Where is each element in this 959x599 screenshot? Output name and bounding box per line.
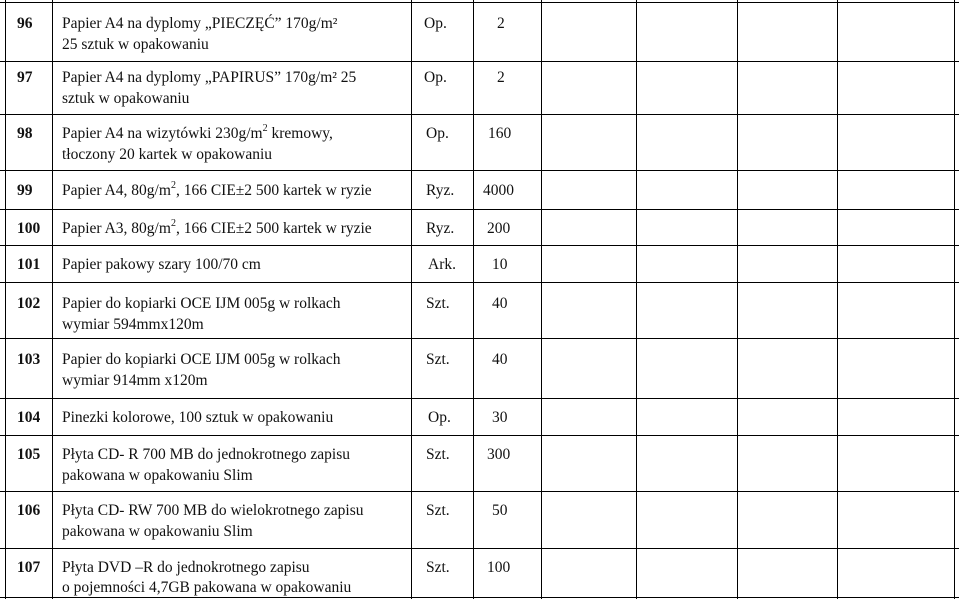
row-number: 107 bbox=[17, 559, 41, 576]
unit: Op. bbox=[428, 409, 451, 426]
product-name: Papier do kopiarki OCE IJM 005g w rolkach bbox=[62, 351, 341, 368]
quantity: 30 bbox=[492, 409, 508, 426]
unit: Ryz. bbox=[426, 220, 455, 237]
unit: Szt. bbox=[426, 502, 450, 519]
grid-line bbox=[837, 0, 838, 599]
grid-line bbox=[0, 338, 959, 339]
unit: Szt. bbox=[426, 559, 450, 576]
product-name: Płyta CD- R 700 MB do jednokrotnego zapisu bbox=[62, 446, 351, 463]
row-number: 102 bbox=[17, 295, 41, 312]
grid-line bbox=[0, 209, 959, 210]
quantity: 2 bbox=[497, 69, 505, 86]
quantity: 2 bbox=[497, 15, 505, 32]
grid-line bbox=[0, 282, 959, 283]
quantity: 300 bbox=[487, 446, 511, 463]
product-name: Papier A4, $80g/m^2$, 166 CIE±2 500 kartek w ryzie bbox=[62, 179, 372, 199]
grid-line bbox=[52, 0, 53, 599]
row-number: 99 bbox=[17, 182, 33, 199]
product-name: Płyta CD- RW 700 MB do wielokrotnego zapisu bbox=[62, 502, 364, 519]
grid-line bbox=[0, 491, 959, 492]
product-name-line2: 25 sztuk w opakowaniu bbox=[62, 36, 209, 53]
product-name-line2: pakowana w opakowaniu Slim bbox=[62, 523, 253, 540]
grid-line bbox=[473, 0, 474, 599]
unit: Op. bbox=[424, 69, 447, 86]
quantity: 40 bbox=[492, 351, 508, 368]
row-number: 106 bbox=[17, 502, 41, 519]
product-name: Papier A3, $80g/m^2$, 166 CIE±2 500 kartek w ryzie bbox=[62, 217, 372, 237]
superscript: 2 bbox=[170, 179, 176, 191]
grid-line bbox=[0, 398, 959, 399]
quantity: 40 bbox=[492, 295, 508, 312]
grid-line bbox=[411, 0, 412, 599]
unit: Ryz. bbox=[426, 182, 455, 199]
row-number: 101 bbox=[17, 256, 41, 273]
unit: Szt. bbox=[426, 351, 450, 368]
grid-line bbox=[737, 0, 738, 599]
product-name-line2: tłoczony 20 kartek w opakowaniu bbox=[62, 146, 273, 163]
product-name: Papier A4 na dyplomy „PIECZĘĆ” 170g/m² bbox=[62, 15, 338, 32]
unit: Szt. bbox=[426, 446, 450, 463]
grid-line bbox=[0, 61, 959, 62]
product-name-line2: wymiar 914mm x120m bbox=[62, 372, 208, 389]
product-name-line2: o pojemności 4,7GB pakowana w opakowaniu bbox=[62, 579, 352, 596]
product-name: Papier do kopiarki OCE IJM 005g w rolkach bbox=[62, 295, 341, 312]
quantity: 10 bbox=[492, 256, 508, 273]
unit: Op. bbox=[424, 15, 447, 32]
product-name: Papier pakowy szary 100/70 cm bbox=[62, 256, 261, 273]
product-name: Papier A4 na wizytówki $230g/m^2$ kremowy, bbox=[62, 122, 333, 142]
row-number: 100 bbox=[17, 220, 41, 237]
unit: Op. bbox=[426, 125, 449, 142]
row-number: 97 bbox=[17, 69, 33, 86]
grid-line bbox=[5, 0, 6, 599]
quantity: 100 bbox=[487, 559, 511, 576]
quantity: 50 bbox=[492, 502, 508, 519]
product-name: Płyta DVD –R do jednokrotnego zapisu bbox=[62, 559, 310, 576]
grid-line bbox=[0, 170, 959, 171]
product-name: Pinezki kolorowe, 100 sztuk w opakowaniu bbox=[62, 409, 334, 426]
unit: Ark. bbox=[428, 256, 456, 273]
product-name: Papier A4 na dyplomy „PAPIRUS” 170g/m² 25 bbox=[62, 69, 357, 86]
grid-line bbox=[0, 548, 959, 549]
row-number: 103 bbox=[17, 351, 41, 368]
quantity: 160 bbox=[488, 125, 512, 142]
unit: Szt. bbox=[426, 295, 450, 312]
superscript: 2 bbox=[170, 217, 176, 229]
row-number: 98 bbox=[17, 125, 33, 142]
product-name-line2: sztuk w opakowaniu bbox=[62, 90, 190, 107]
grid-line bbox=[636, 0, 637, 599]
grid-line bbox=[0, 245, 959, 246]
product-name-line2: wymiar 594mmx120m bbox=[62, 316, 204, 333]
superscript: 2 bbox=[262, 122, 268, 134]
product-name-line2: pakowana w opakowaniu Slim bbox=[62, 467, 253, 484]
quantity: 200 bbox=[487, 220, 511, 237]
grid-line bbox=[954, 0, 955, 599]
grid-line bbox=[0, 435, 959, 436]
row-number: 104 bbox=[17, 409, 41, 426]
quantity: 4000 bbox=[483, 182, 514, 199]
row-number: 105 bbox=[17, 446, 41, 463]
row-number: 96 bbox=[17, 15, 33, 32]
grid-line bbox=[0, 2, 959, 3]
grid-line bbox=[541, 0, 542, 599]
grid-line bbox=[0, 114, 959, 115]
